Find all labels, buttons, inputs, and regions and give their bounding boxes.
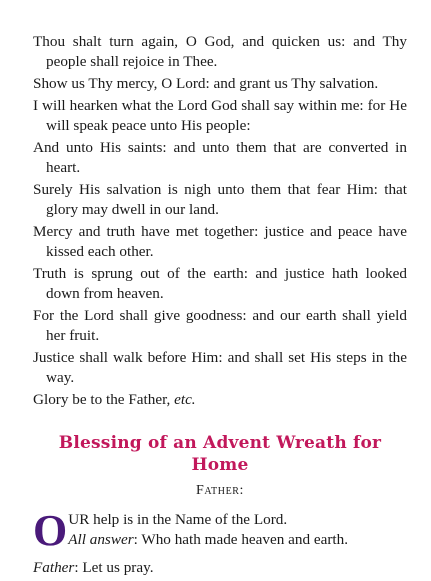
verse-3: I will hearken what the Lord God shall say within me: for He will speak peace unto His people: <box>33 97 407 134</box>
response-label: All answer <box>68 531 134 548</box>
versicle-line: UR help is in the Name of the Lord. <box>68 511 288 528</box>
pray-text: : Let us pray. <box>74 559 154 576</box>
dropcap-paragraph <box>33 506 407 555</box>
verse-7: Truth is sprung out of the earth: and justice hath looked down from heaven. <box>33 265 407 302</box>
pray-line <box>33 558 407 578</box>
dialog-block <box>33 506 407 555</box>
drop-cap-lines <box>68 510 348 550</box>
gloria-text: Glory be to the Father, <box>33 391 175 408</box>
verse-6: Mercy and truth have met together: justice and peace have kissed each other. <box>33 223 407 260</box>
verse-4: And unto His saints: and unto them that are converted in heart. <box>33 139 407 176</box>
response-line <box>68 530 348 550</box>
psalm-text <box>33 32 407 410</box>
response-text: : Who hath made heaven and earth. <box>133 531 349 548</box>
gloria-etc: etc. <box>174 391 196 408</box>
verse-8: For the Lord shall give goodness: and our earth shall yield her fruit. <box>33 307 407 344</box>
verse-5: Surely His salvation is nigh unto them that fear Him: that glory may dwell in our land. <box>33 181 407 218</box>
verse-2: Show us Thy mercy, O Lord: and grant us Thy salvation. <box>33 75 379 92</box>
drop-cap-letter: O <box>33 506 68 555</box>
section-heading: Blessing of an Advent Wreath for Home <box>58 433 382 475</box>
pray-label: Father <box>33 559 75 576</box>
verse-9: Justice shall walk before Him: and shall set His steps in the way. <box>33 349 407 386</box>
verse-1: Thou shalt turn again, O God, and quicken us: and Thy people shall rejoice in Thee. <box>33 33 407 70</box>
speaker-label: Father: <box>195 483 245 498</box>
gloria-patri <box>33 390 407 410</box>
